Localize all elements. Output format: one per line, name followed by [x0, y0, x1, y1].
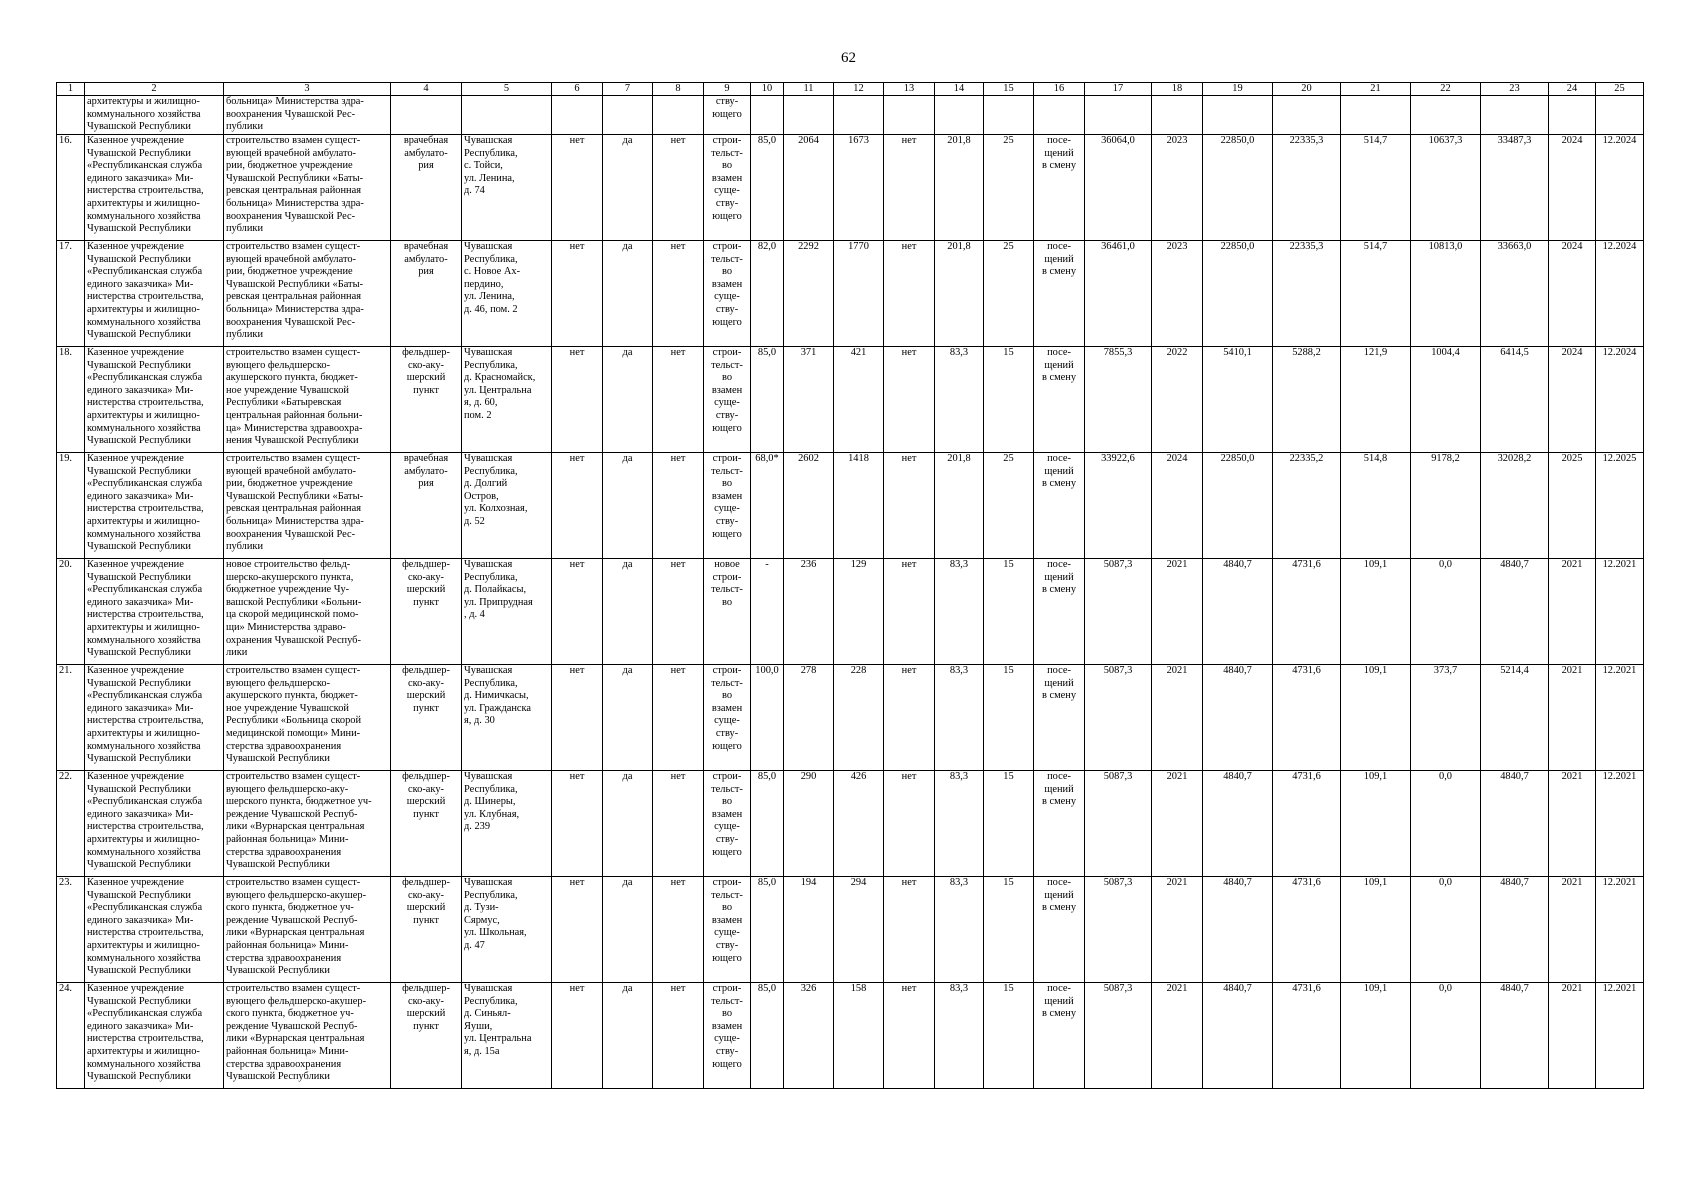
- cell-col-7: да: [603, 347, 653, 453]
- cell-col-7: да: [603, 135, 653, 241]
- cell-col-7: да: [603, 877, 653, 983]
- cell-customer: Казенное учреждение Чувашской Республики «Республиканская служба единого заказчика» Ми- нистерства строительства, архитектуры и жилищно- коммунального хозяйства Чувашской Республики: [85, 347, 224, 453]
- cell-col-24: 2021: [1549, 983, 1596, 1089]
- cell-construction-type: строи- тельст- во взамен суще- ству- ющего: [704, 771, 751, 877]
- cell-customer: Казенное учреждение Чувашской Республики «Республиканская служба единого заказчика» Ми- нистерства строительства, архитектуры и жилищно- коммунального хозяйства Чувашской Республики: [85, 135, 224, 241]
- cell-customer: Казенное учреждение Чувашской Республики «Республиканская служба единого заказчика» Ми- нистерства строительства, архитектуры и жилищно- коммунального хозяйства Чувашской Республики: [85, 665, 224, 771]
- cell-col-12: 1673: [834, 135, 884, 241]
- cell-col-11: 236: [784, 559, 834, 665]
- cell-col-10: 68,0*: [751, 453, 784, 559]
- cell-col-23: 33663,0: [1481, 241, 1549, 347]
- cell-col-7: да: [603, 983, 653, 1089]
- cell-address: Чувашская Республика, д. Синьял- Яуши, ул. Центральна я, д. 15а: [462, 983, 552, 1089]
- cell-col-6: нет: [552, 771, 603, 877]
- cell-col-24: 2021: [1549, 771, 1596, 877]
- cell-address: Чувашская Республика, д. Тузи- Сярмус, ул. Школьная, д. 47: [462, 877, 552, 983]
- cell-address: Чувашская Республика, д. Долгий Остров, ул. Колхозная, д. 52: [462, 453, 552, 559]
- cell-object-type: врачебная амбулато- рия: [391, 241, 462, 347]
- cell-capacity-unit: посе- щений в смену: [1034, 559, 1085, 665]
- cell-col-25: 12.2024: [1596, 135, 1644, 241]
- cell-capacity-unit: посе- щений в смену: [1034, 877, 1085, 983]
- cell-col-18: 2024: [1152, 453, 1203, 559]
- table-row-continuation: [57, 96, 1644, 135]
- cell-col-19: 22850,0: [1203, 135, 1273, 241]
- cell-col-13: нет: [884, 453, 935, 559]
- cell-col-12: 129: [834, 559, 884, 665]
- cell-col-10: 82,0: [751, 241, 784, 347]
- cell-col-11: 290: [784, 771, 834, 877]
- cell-object-description: строительство взамен сущест- вующего фельдшерско- акушерского пункта, бюджет- ное учреждение Чувашской Республики «Больница скорой медицинской помощи» Мини- стерства здравоохранения Чувашской Республики: [224, 665, 391, 771]
- page-number: 62: [841, 50, 856, 66]
- column-header-8: 8: [653, 83, 704, 96]
- cell-col-13: нет: [884, 771, 935, 877]
- cell-col-18: 2021: [1152, 559, 1203, 665]
- cell-col-6: нет: [552, 665, 603, 771]
- table-row: [57, 665, 1644, 771]
- cell-object-type: врачебная амбулато- рия: [391, 135, 462, 241]
- cell-col-8: нет: [653, 877, 704, 983]
- cell-col-25: 12.2021: [1596, 877, 1644, 983]
- cell-construction-type: строи- тельст- во взамен суще- ству- ющего: [704, 347, 751, 453]
- cell-col-24: 2025: [1549, 453, 1596, 559]
- cell-object-description: строительство взамен сущест- вующей врачебной амбулато- рии, бюджетное учреждение Чувашской Республики «Баты- ревская центральная районная больница» Министерства здра- воохранения Чувашской Рес- публики: [224, 453, 391, 559]
- cell-col-20: [1273, 96, 1341, 135]
- cell-customer: Казенное учреждение Чувашской Республики «Республиканская служба единого заказчика» Ми- нистерства строительства, архитектуры и жилищно- коммунального хозяйства Чувашской Республики: [85, 877, 224, 983]
- cell-object-description: строительство взамен сущест- вующего фельдшерско- акушерского пункта, бюджет- ное учреждение Чувашской Республики «Батыревская центральная районная больни- ца» Министерства здравоохра- нения Чувашской Республики: [224, 347, 391, 453]
- cell-col-13: нет: [884, 347, 935, 453]
- column-header-17: 17: [1085, 83, 1152, 96]
- cell-capacity-unit: [1034, 96, 1085, 135]
- cell-capacity-unit: посе- щений в смену: [1034, 983, 1085, 1089]
- column-header-25: 25: [1596, 83, 1644, 96]
- cell-col-21: 109,1: [1341, 559, 1411, 665]
- cell-col-14: 83,3: [935, 665, 984, 771]
- cell-col-12: [834, 96, 884, 135]
- table-row: [57, 771, 1644, 877]
- cell-col-10: 85,0: [751, 877, 784, 983]
- cell-col-12: 158: [834, 983, 884, 1089]
- cell-col-24: 2024: [1549, 135, 1596, 241]
- cell-col-6: нет: [552, 559, 603, 665]
- cell-address: Чувашская Республика, д. Полайкасы, ул. Припрудная , д. 4: [462, 559, 552, 665]
- cell-col-20: 4731,6: [1273, 771, 1341, 877]
- cell-address: Чувашская Республика, д. Шинеры, ул. Клубная, д. 239: [462, 771, 552, 877]
- cell-col-21: 121,9: [1341, 347, 1411, 453]
- cell-col-12: 426: [834, 771, 884, 877]
- cell-col-22: 0,0: [1411, 771, 1481, 877]
- cell-col-13: нет: [884, 559, 935, 665]
- cell-object-description: больница» Министерства здра- воохранения Чувашской Рес- публики: [224, 96, 391, 135]
- table-row: [57, 877, 1644, 983]
- cell-col-23: [1481, 96, 1549, 135]
- cell-col-13: нет: [884, 983, 935, 1089]
- cell-object-type: фельдшер- ско-аку- шерский пункт: [391, 665, 462, 771]
- cell-col-12: 1418: [834, 453, 884, 559]
- cell-col-7: [603, 96, 653, 135]
- cell-col-17: [1085, 96, 1152, 135]
- cell-col-8: нет: [653, 771, 704, 877]
- cell-construction-type: строи- тельст- во взамен суще- ству- ющего: [704, 241, 751, 347]
- cell-col-8: нет: [653, 135, 704, 241]
- cell-col-13: нет: [884, 877, 935, 983]
- column-header-15: 15: [984, 83, 1034, 96]
- cell-col-17: 5087,3: [1085, 665, 1152, 771]
- cell-col-25: 12.2021: [1596, 665, 1644, 771]
- cell-col-8: нет: [653, 241, 704, 347]
- cell-col-20: 4731,6: [1273, 559, 1341, 665]
- cell-col-12: 294: [834, 877, 884, 983]
- cell-col-19: 4840,7: [1203, 983, 1273, 1089]
- cell-col-19: 22850,0: [1203, 241, 1273, 347]
- cell-col-24: 2021: [1549, 559, 1596, 665]
- cell-item-number: 24.: [57, 983, 85, 1089]
- cell-col-6: нет: [552, 453, 603, 559]
- cell-col-14: 201,8: [935, 241, 984, 347]
- cell-col-11: 2602: [784, 453, 834, 559]
- cell-construction-type: строи- тельст- во взамен суще- ству- ющего: [704, 877, 751, 983]
- cell-address: [462, 96, 552, 135]
- cell-item-number: 20.: [57, 559, 85, 665]
- cell-col-7: да: [603, 771, 653, 877]
- cell-col-7: да: [603, 453, 653, 559]
- cell-col-8: нет: [653, 347, 704, 453]
- cell-address: Чувашская Республика, д. Нимичкасы, ул. Гражданска я, д. 30: [462, 665, 552, 771]
- cell-col-21: 514,7: [1341, 135, 1411, 241]
- column-header-20: 20: [1273, 83, 1341, 96]
- cell-capacity-unit: посе- щений в смену: [1034, 135, 1085, 241]
- cell-col-23: 32028,2: [1481, 453, 1549, 559]
- table-row: [57, 241, 1644, 347]
- cell-col-15: 15: [984, 665, 1034, 771]
- cell-col-15: 25: [984, 453, 1034, 559]
- cell-customer: архитектуры и жилищно- коммунального хозяйства Чувашской Республики: [85, 96, 224, 135]
- cell-col-20: 22335,3: [1273, 241, 1341, 347]
- cell-col-6: нет: [552, 983, 603, 1089]
- cell-item-number: 18.: [57, 347, 85, 453]
- cell-col-23: 6414,5: [1481, 347, 1549, 453]
- column-header-13: 13: [884, 83, 935, 96]
- column-header-19: 19: [1203, 83, 1273, 96]
- table-row: [57, 347, 1644, 453]
- cell-col-11: 278: [784, 665, 834, 771]
- cell-col-14: 83,3: [935, 559, 984, 665]
- column-header-14: 14: [935, 83, 984, 96]
- cell-col-20: 4731,6: [1273, 877, 1341, 983]
- column-header-1: 1: [57, 83, 85, 96]
- cell-col-14: 201,8: [935, 135, 984, 241]
- cell-col-12: 228: [834, 665, 884, 771]
- cell-col-21: 109,1: [1341, 983, 1411, 1089]
- cell-object-type: [391, 96, 462, 135]
- cell-col-14: 83,3: [935, 877, 984, 983]
- cell-col-24: [1549, 96, 1596, 135]
- cell-col-22: 10637,3: [1411, 135, 1481, 241]
- cell-col-24: 2024: [1549, 347, 1596, 453]
- cell-col-25: 12.2024: [1596, 347, 1644, 453]
- cell-col-17: 33922,6: [1085, 453, 1152, 559]
- cell-col-6: нет: [552, 135, 603, 241]
- cell-capacity-unit: посе- щений в смену: [1034, 665, 1085, 771]
- cell-item-number: 17.: [57, 241, 85, 347]
- cell-col-6: нет: [552, 241, 603, 347]
- column-header-5: 5: [462, 83, 552, 96]
- cell-col-11: 194: [784, 877, 834, 983]
- cell-col-21: 109,1: [1341, 771, 1411, 877]
- cell-col-19: [1203, 96, 1273, 135]
- cell-object-description: строительство взамен сущест- вующего фельдшерско-акушер- ского пункта, бюджетное уч- реждение Чувашской Респуб- лики «Вурнарская центральная районная больница» Мини- стерства здравоохранения Чувашской Республики: [224, 877, 391, 983]
- cell-col-10: 85,0: [751, 347, 784, 453]
- column-number-row: [57, 83, 1644, 96]
- cell-col-13: нет: [884, 135, 935, 241]
- cell-col-24: 2024: [1549, 241, 1596, 347]
- cell-col-25: 12.2024: [1596, 241, 1644, 347]
- cell-col-25: 12.2021: [1596, 983, 1644, 1089]
- cell-item-number: 23.: [57, 877, 85, 983]
- cell-col-24: 2021: [1549, 665, 1596, 771]
- cell-col-14: 83,3: [935, 983, 984, 1089]
- cell-construction-type: новое строи- тельст- во: [704, 559, 751, 665]
- cell-col-7: да: [603, 665, 653, 771]
- cell-col-19: 4840,7: [1203, 559, 1273, 665]
- column-header-16: 16: [1034, 83, 1085, 96]
- cell-object-type: фельдшер- ско-аку- шерский пункт: [391, 347, 462, 453]
- cell-col-17: 5087,3: [1085, 559, 1152, 665]
- cell-item-number: 19.: [57, 453, 85, 559]
- cell-col-7: да: [603, 559, 653, 665]
- cell-col-21: 514,8: [1341, 453, 1411, 559]
- cell-col-20: 22335,3: [1273, 135, 1341, 241]
- cell-col-6: нет: [552, 877, 603, 983]
- cell-col-21: 109,1: [1341, 665, 1411, 771]
- cell-col-12: 1770: [834, 241, 884, 347]
- table-row: [57, 453, 1644, 559]
- cell-col-17: 5087,3: [1085, 877, 1152, 983]
- cell-item-number: 22.: [57, 771, 85, 877]
- column-header-12: 12: [834, 83, 884, 96]
- cell-col-13: [884, 96, 935, 135]
- cell-col-11: 371: [784, 347, 834, 453]
- column-header-6: 6: [552, 83, 603, 96]
- cell-col-10: [751, 96, 784, 135]
- cell-col-15: 15: [984, 877, 1034, 983]
- cell-col-19: 5410,1: [1203, 347, 1273, 453]
- cell-col-20: 4731,6: [1273, 983, 1341, 1089]
- cell-col-10: 100,0: [751, 665, 784, 771]
- cell-object-type: фельдшер- ско-аку- шерский пункт: [391, 771, 462, 877]
- cell-col-23: 4840,7: [1481, 983, 1549, 1089]
- cell-address: Чувашская Республика, с. Тойси, ул. Ленина, д. 74: [462, 135, 552, 241]
- cell-col-15: 15: [984, 559, 1034, 665]
- cell-col-23: 5214,4: [1481, 665, 1549, 771]
- cell-col-14: [935, 96, 984, 135]
- cell-col-14: 83,3: [935, 347, 984, 453]
- cell-address: Чувашская Республика, д. Красномайск, ул. Центральна я, д. 60, пом. 2: [462, 347, 552, 453]
- cell-col-18: [1152, 96, 1203, 135]
- cell-customer: Казенное учреждение Чувашской Республики «Республиканская служба единого заказчика» Ми- нистерства строительства, архитектуры и жилищно- коммунального хозяйства Чувашской Республики: [85, 241, 224, 347]
- cell-col-8: [653, 96, 704, 135]
- column-header-11: 11: [784, 83, 834, 96]
- cell-item-number: 21.: [57, 665, 85, 771]
- cell-construction-type: ству- ющего: [704, 96, 751, 135]
- cell-construction-type: строи- тельст- во взамен суще- ству- ющего: [704, 983, 751, 1089]
- cell-object-description: строительство взамен сущест- вующей врачебной амбулато- рии, бюджетное учреждение Чувашской Республики «Баты- ревская центральная районная больница» Министерства здра- воохранения Чувашской Рес- публики: [224, 135, 391, 241]
- cell-capacity-unit: посе- щений в смену: [1034, 241, 1085, 347]
- column-header-3: 3: [224, 83, 391, 96]
- cell-capacity-unit: посе- щений в смену: [1034, 347, 1085, 453]
- cell-object-description: строительство взамен сущест- вующей врачебной амбулато- рии, бюджетное учреждение Чувашской Республики «Баты- ревская центральная районная больница» Министерства здра- воохранения Чувашской Рес- публики: [224, 241, 391, 347]
- cell-col-8: нет: [653, 559, 704, 665]
- cell-col-22: 1004,4: [1411, 347, 1481, 453]
- cell-col-25: 12.2021: [1596, 771, 1644, 877]
- cell-col-13: нет: [884, 241, 935, 347]
- cell-col-23: 33487,3: [1481, 135, 1549, 241]
- cell-col-17: 5087,3: [1085, 983, 1152, 1089]
- column-header-4: 4: [391, 83, 462, 96]
- cell-col-20: 22335,2: [1273, 453, 1341, 559]
- cell-col-7: да: [603, 241, 653, 347]
- cell-col-8: нет: [653, 453, 704, 559]
- cell-customer: Казенное учреждение Чувашской Республики «Республиканская служба единого заказчика» Ми- нистерства строительства, архитектуры и жилищно- коммунального хозяйства Чувашской Республики: [85, 983, 224, 1089]
- cell-col-15: 15: [984, 771, 1034, 877]
- construction-objects-table: [56, 82, 1644, 1089]
- cell-construction-type: строи- тельст- во взамен суще- ству- ющего: [704, 453, 751, 559]
- cell-col-23: 4840,7: [1481, 877, 1549, 983]
- cell-col-24: 2021: [1549, 877, 1596, 983]
- cell-object-type: врачебная амбулато- рия: [391, 453, 462, 559]
- cell-col-10: 85,0: [751, 135, 784, 241]
- table-row: [57, 135, 1644, 241]
- cell-col-15: 15: [984, 347, 1034, 453]
- cell-col-10: 85,0: [751, 983, 784, 1089]
- cell-col-19: 4840,7: [1203, 877, 1273, 983]
- cell-address: Чувашская Республика, с. Новое Ах- пердино, ул. Ленина, д. 46, пом. 2: [462, 241, 552, 347]
- cell-col-10: -: [751, 559, 784, 665]
- cell-col-15: 15: [984, 983, 1034, 1089]
- cell-col-13: нет: [884, 665, 935, 771]
- column-header-10: 10: [751, 83, 784, 96]
- cell-col-15: 25: [984, 135, 1034, 241]
- column-header-22: 22: [1411, 83, 1481, 96]
- cell-col-18: 2022: [1152, 347, 1203, 453]
- cell-col-18: 2021: [1152, 665, 1203, 771]
- cell-col-22: 0,0: [1411, 877, 1481, 983]
- cell-col-22: 9178,2: [1411, 453, 1481, 559]
- cell-construction-type: строи- тельст- во взамен суще- ству- ющего: [704, 135, 751, 241]
- cell-col-6: нет: [552, 347, 603, 453]
- cell-col-14: 83,3: [935, 771, 984, 877]
- cell-col-25: 12.2025: [1596, 453, 1644, 559]
- column-header-21: 21: [1341, 83, 1411, 96]
- table-row: [57, 983, 1644, 1089]
- cell-col-25: 12.2021: [1596, 559, 1644, 665]
- cell-col-12: 421: [834, 347, 884, 453]
- cell-object-type: фельдшер- ско-аку- шерский пункт: [391, 877, 462, 983]
- cell-col-17: 36064,0: [1085, 135, 1152, 241]
- cell-object-type: фельдшер- ско-аку- шерский пункт: [391, 559, 462, 665]
- cell-col-8: нет: [653, 665, 704, 771]
- cell-object-description: строительство взамен сущест- вующего фельдшерско-акушер- ского пункта, бюджетное уч- реждение Чувашской Респуб- лики «Вурнарская центральная районная больница» Мини- стерства здравоохранения Чувашской Республики: [224, 983, 391, 1089]
- cell-col-22: 373,7: [1411, 665, 1481, 771]
- cell-capacity-unit: посе- щений в смену: [1034, 771, 1085, 877]
- cell-col-21: [1341, 96, 1411, 135]
- cell-col-22: [1411, 96, 1481, 135]
- cell-col-19: 22850,0: [1203, 453, 1273, 559]
- column-header-24: 24: [1549, 83, 1596, 96]
- cell-col-19: 4840,7: [1203, 771, 1273, 877]
- cell-col-18: 2023: [1152, 241, 1203, 347]
- cell-col-11: [784, 96, 834, 135]
- cell-object-type: фельдшер- ско-аку- шерский пункт: [391, 983, 462, 1089]
- cell-col-19: 4840,7: [1203, 665, 1273, 771]
- cell-col-11: 326: [784, 983, 834, 1089]
- cell-col-17: 7855,3: [1085, 347, 1152, 453]
- column-header-7: 7: [603, 83, 653, 96]
- cell-col-14: 201,8: [935, 453, 984, 559]
- cell-item-number: [57, 96, 85, 135]
- cell-col-18: 2021: [1152, 771, 1203, 877]
- cell-customer: Казенное учреждение Чувашской Республики «Республиканская служба единого заказчика» Ми- нистерства строительства, архитектуры и жилищно- коммунального хозяйства Чувашской Республики: [85, 453, 224, 559]
- cell-item-number: 16.: [57, 135, 85, 241]
- cell-col-21: 514,7: [1341, 241, 1411, 347]
- cell-customer: Казенное учреждение Чувашской Республики «Республиканская служба единого заказчика» Ми- нистерства строительства, архитектуры и жилищно- коммунального хозяйства Чувашской Республики: [85, 771, 224, 877]
- cell-col-11: 2064: [784, 135, 834, 241]
- column-header-18: 18: [1152, 83, 1203, 96]
- cell-col-6: [552, 96, 603, 135]
- cell-col-8: нет: [653, 983, 704, 1089]
- cell-col-22: 10813,0: [1411, 241, 1481, 347]
- cell-col-22: 0,0: [1411, 559, 1481, 665]
- cell-col-23: 4840,7: [1481, 559, 1549, 665]
- cell-col-20: 4731,6: [1273, 665, 1341, 771]
- cell-col-10: 85,0: [751, 771, 784, 877]
- cell-customer: Казенное учреждение Чувашской Республики «Республиканская служба единого заказчика» Ми- нистерства строительства, архитектуры и жилищно- коммунального хозяйства Чувашской Республики: [85, 559, 224, 665]
- cell-col-17: 36461,0: [1085, 241, 1152, 347]
- cell-col-15: 25: [984, 241, 1034, 347]
- cell-object-description: новое строительство фельд- шерско-акушерского пункта, бюджетное учреждение Чу- вашской Республики «Больни- ца скорой медицинской помо- щи» Министерства здраво- охранения Чувашской Респуб- лики: [224, 559, 391, 665]
- cell-col-23: 4840,7: [1481, 771, 1549, 877]
- cell-col-22: 0,0: [1411, 983, 1481, 1089]
- column-header-2: 2: [85, 83, 224, 96]
- cell-col-15: [984, 96, 1034, 135]
- cell-object-description: строительство взамен сущест- вующего фельдшерско-аку- шерского пункта, бюджетное уч- реждение Чувашской Респуб- лики «Вурнарская центральная районная больница» Мини- стерства здравоохранения Чувашской Республики: [224, 771, 391, 877]
- cell-capacity-unit: посе- щений в смену: [1034, 453, 1085, 559]
- cell-col-18: 2023: [1152, 135, 1203, 241]
- column-header-23: 23: [1481, 83, 1549, 96]
- cell-col-11: 2292: [784, 241, 834, 347]
- column-header-9: 9: [704, 83, 751, 96]
- cell-col-18: 2021: [1152, 983, 1203, 1089]
- cell-col-25: [1596, 96, 1644, 135]
- cell-col-20: 5288,2: [1273, 347, 1341, 453]
- cell-col-21: 109,1: [1341, 877, 1411, 983]
- cell-col-18: 2021: [1152, 877, 1203, 983]
- cell-col-17: 5087,3: [1085, 771, 1152, 877]
- table-row: [57, 559, 1644, 665]
- cell-construction-type: строи- тельст- во взамен суще- ству- ющего: [704, 665, 751, 771]
